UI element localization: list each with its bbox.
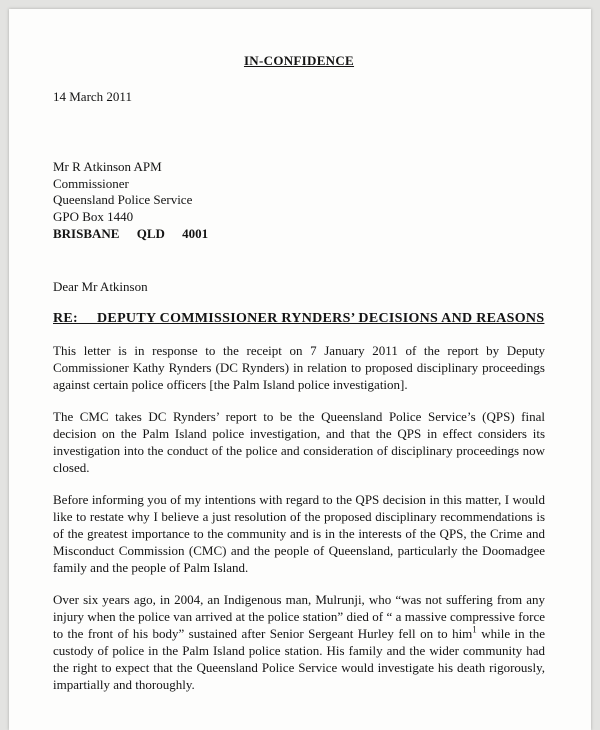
paragraph-3: Before informing you of my intentions with regard to the QPS decision in this matter, I would like to restate why I believe a just resolution of the proposed disciplinary recommendations is of the greatest importance to the community and is in the interests of the QPS, the Crime and Misconduct Commission (CMC) and the people of Queensland, particularly the Doomadgee family and the people of Palm Island.: [53, 491, 545, 575]
paragraph-4-text-after: while in the custody of police in the Palm Island police station. His family and the wider community had the right to expect that the Queensland Police Service would investigate his death rigorously, impartially and thoroughly.: [53, 625, 545, 692]
footnote-marker: 1: [472, 624, 477, 635]
recipient-name: Mr R Atkinson APM: [53, 159, 162, 174]
letter-document-page: [9, 9, 591, 730]
subject-line: [53, 311, 545, 327]
letter-date: 14 March 2011: [53, 89, 132, 104]
subject-label: RE:: [53, 310, 79, 326]
classification-header: IN-CONFIDENCE: [243, 53, 355, 68]
paragraph-4-text-before: Over six years ago, in 2004, an Indigenous man, Mulrunji, who “was not suffering from any injury when the police van arrived at the police station” died of “ a massive compressive force to the front of his body” sustained after Senior Sergeant Hurley fell on to him: [53, 591, 545, 641]
recipient-organization: Queensland Police Service: [53, 192, 193, 207]
salutation: Dear Mr Atkinson: [53, 278, 148, 294]
paragraph-1: This letter is in response to the receipt on 7 January 2011 of the report by Deputy Commissioner Kathy Rynders (DC Rynders) in relation to proposed disciplinary proceedings against certain police officers [the Palm Island police investigation].: [53, 342, 545, 392]
subject-gap: [78, 311, 97, 326]
recipient-address-block: [53, 159, 545, 243]
recipient-city-line: BRISBANE QLD 4001: [53, 226, 209, 241]
paragraph-2: The CMC takes DC Rynders’ report to be the Queensland Police Service’s (QPS) final decision on the Palm Island police investigation, and that the QPS in effect considers its investigation into the conduct of the police and consideration of disciplinary proceedings now closed.: [53, 408, 545, 475]
recipient-title: Commissioner: [53, 175, 129, 191]
recipient-po-box: GPO Box 1440: [53, 208, 134, 224]
paragraph-4: [53, 591, 545, 693]
subject-title: DEPUTY COMMISSIONER RYNDERS’ DECISIONS AND REASONS: [97, 310, 545, 326]
